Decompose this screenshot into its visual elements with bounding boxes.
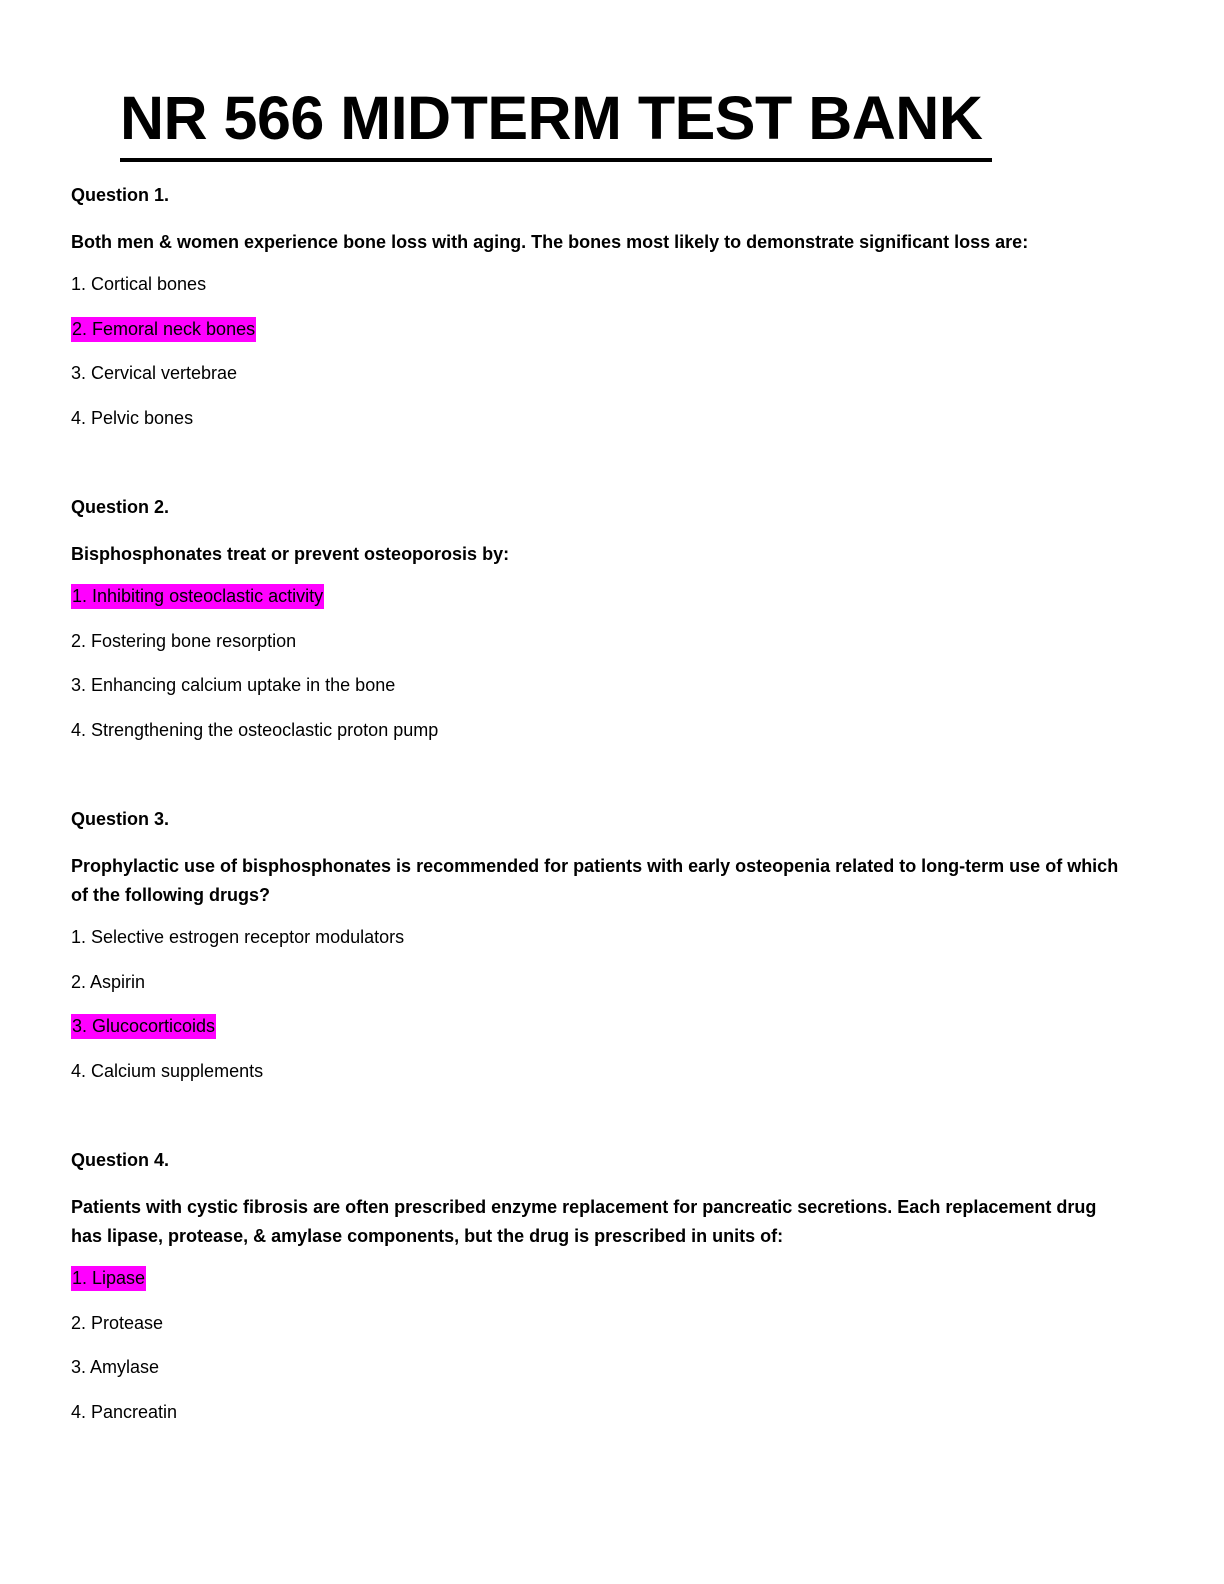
- option-label: 2. Femoral neck bones: [71, 317, 256, 342]
- option-2: [71, 1312, 1131, 1334]
- question-text: Patients with cystic fibrosis are often prescribed enzyme replacement for pancreatic secretions. Each replacement drug has lipase, protease, & amylase components, but the drug is prescribed in units of:: [71, 1197, 1097, 1246]
- option-answer-highlighted: [71, 1015, 1131, 1037]
- option-label: 4. Calcium supplements: [71, 1060, 264, 1081]
- option-label: 3. Cervical vertebrae: [71, 363, 238, 383]
- option-4: [71, 1401, 1131, 1423]
- question-4: [71, 1149, 1131, 1423]
- option-answer-highlighted: [71, 1267, 1131, 1289]
- option-label: 2. Aspirin: [71, 971, 146, 992]
- option-label: 4. Strengthening the osteoclastic proton pump: [71, 719, 439, 740]
- question-heading: Question 2.: [71, 497, 170, 517]
- options-list: [71, 273, 1131, 429]
- option-3: [71, 674, 1131, 696]
- document-title: NR 566 MIDTERM TEST BANK: [120, 78, 992, 162]
- option-4: [71, 719, 1131, 741]
- option-label: 4. Pelvic bones: [71, 407, 194, 428]
- option-label: 1. Cortical bones: [71, 274, 207, 294]
- option-2: [71, 971, 1131, 993]
- option-label: 3. Glucocorticoids: [71, 1014, 216, 1039]
- options-list: [71, 1267, 1131, 1423]
- option-answer-highlighted: [71, 585, 1131, 607]
- option-3: [71, 1356, 1131, 1378]
- question-3: [71, 808, 1131, 1082]
- question-heading: Question 4.: [71, 1150, 170, 1170]
- option-label: 2. Protease: [71, 1312, 164, 1333]
- question-2: [71, 496, 1131, 741]
- question-1: [71, 184, 1131, 429]
- option-label: 2. Fostering bone resorption: [71, 630, 297, 651]
- option-label: 1. Inhibiting osteoclastic activity: [71, 584, 324, 609]
- question-heading: Question 3.: [71, 809, 170, 829]
- option-2: [71, 630, 1131, 652]
- option-4: [71, 407, 1131, 429]
- option-answer-highlighted: [71, 318, 1131, 340]
- option-3: [71, 362, 1131, 384]
- option-label: 3. Enhancing calcium uptake in the bone: [71, 675, 396, 695]
- option-1: [71, 926, 1131, 948]
- option-1: [71, 273, 1131, 295]
- option-4: [71, 1060, 1131, 1082]
- question-text: Prophylactic use of bisphosphonates is recommended for patients with early osteopenia related to long-term use of which of the following drugs?: [71, 856, 1119, 905]
- question-text: Bisphosphonates treat or prevent osteoporosis by:: [71, 544, 510, 564]
- question-text: Both men & women experience bone loss with aging. The bones most likely to demonstrate significant loss are:: [71, 232, 1029, 252]
- option-label: 3. Amylase: [71, 1357, 160, 1377]
- option-label: 1. Selective estrogen receptor modulators: [71, 927, 405, 947]
- options-list: [71, 926, 1131, 1082]
- option-label: 4. Pancreatin: [71, 1401, 178, 1422]
- question-heading: Question 1.: [71, 185, 170, 205]
- options-list: [71, 585, 1131, 741]
- option-label: 1. Lipase: [71, 1266, 146, 1291]
